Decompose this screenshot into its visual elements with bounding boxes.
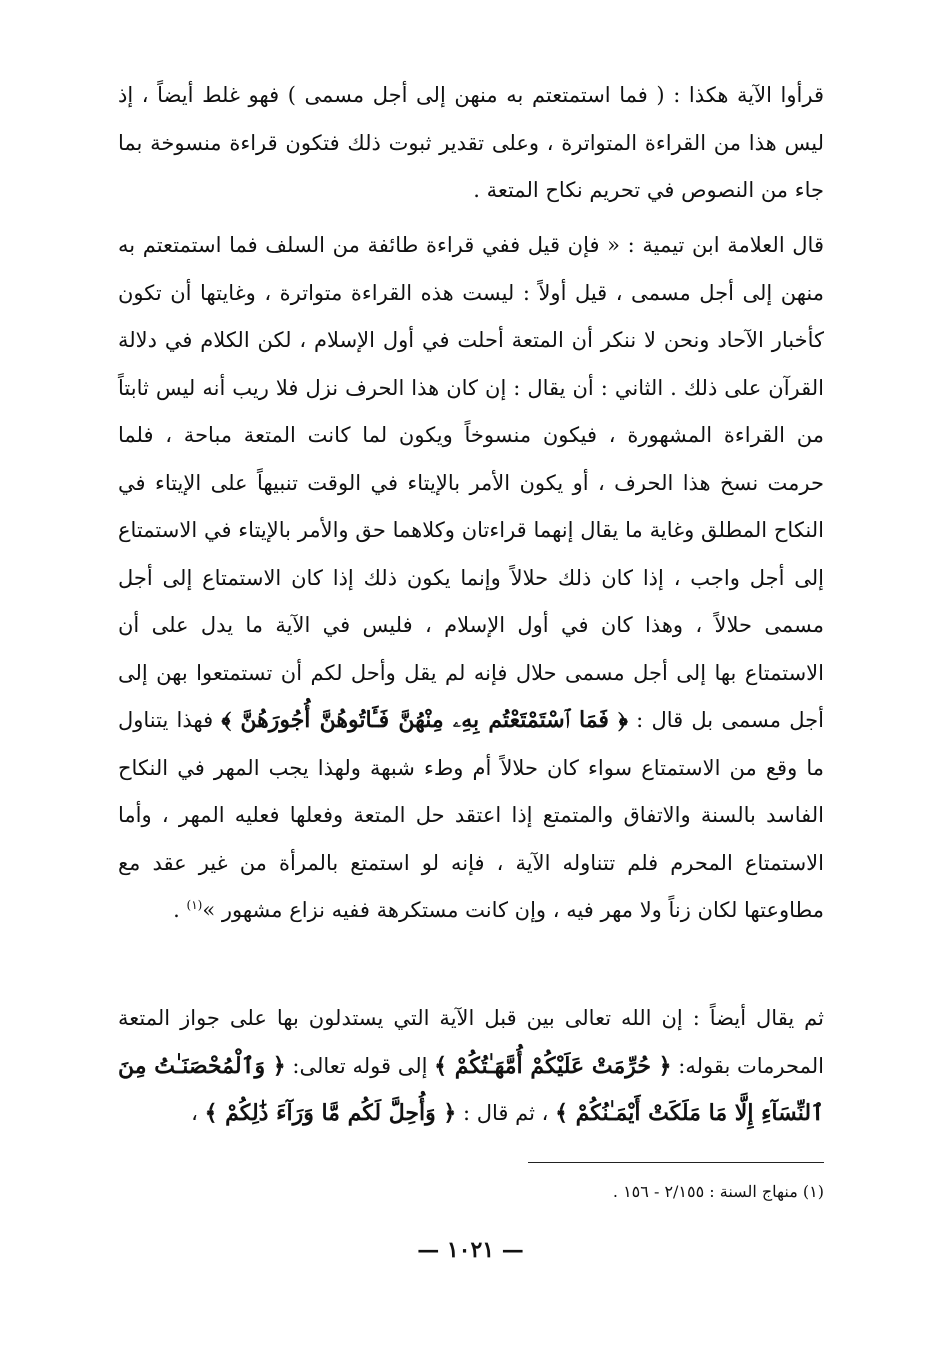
paragraph-2-text-b: فهذا يتناول ما وقع من الاستمتاع سواء كان حلالاً أم وطء شبهة ولهذا يجب المهر في النكاح الفاسد بالسنة والاتفاق والمتمتع إذا اعتقد حل المتعة وفعلها فعليه المهر ، وأما الاستمتاع المحرم فلم تتناوله الآية ، فإنه لو استمتع بالمرأة من غير عقد مع مطاوعتها لكان زناً ولا مهر فيه ، وإن كانت مستكرهة ففيه نزاع مشهور » [118, 708, 824, 922]
paragraph-1 [118, 72, 824, 215]
footnote-separator [528, 1162, 824, 1163]
paragraph-1-text: قرأوا الآية هكذا : ( فما استمتعتم به منهن إلى أجل مسمى ) فهو غلط أيضاً ، إذ ليس هذا من القراءة المتواترة ، وعلى تقدير ثبوت ذلك فتكون قراءة منسوخة بما جاء من النصوص في تحريم نكاح المتعة . [118, 83, 824, 202]
paragraph-3-text-a: ثم يقال أيضاً : إن الله تعالى بين قبل الآية التي يستدلون بها على جواز المتعة المحرمات بقوله: [118, 1006, 824, 1078]
quran-verse-al-muhsanat: ﴿ وَٱلْمُحْصَنَـٰتُ مِنَ ٱلنِّسَآءِ إِلَّا مَا مَلَكَتْ أَيْمَـٰنُكُمْ ﴾ [118, 1052, 824, 1126]
paragraph-3-text-c: ، ثم قال : [463, 1101, 549, 1125]
footnote-text: (١) منهاج السنة : ٢/١٥٥ - ١٥٦ . [612, 1182, 824, 1201]
footnote-marker: (١) [186, 898, 203, 912]
paragraph-3-text-d: ، [191, 1101, 198, 1125]
footnote [118, 1176, 824, 1208]
quran-verse-hurrimat: ﴿ حُرِّمَتْ عَلَيْكُمْ أُمَّهَـٰتُكُمْ ﴾ [434, 1052, 672, 1079]
paragraph-2-ibn-taymiyyah-quote [118, 222, 824, 935]
paragraph-3-text-b: إلى قوله تعالى: [292, 1053, 428, 1078]
paragraph-3 [118, 995, 824, 1138]
quran-verse-wa-uhilla: ﴿ وَأُحِلَّ لَكُم مَّا وَرَآءَ ذَٰلِكُمْ ﴾ [204, 1100, 457, 1126]
quran-verse-fama-istamtatum: ﴿ فَمَا ٱسْتَمْتَعْتُم بِهِۦ مِنْهُنَّ فَـَٔاتُوهُنَّ أُجُورَهُنَّ ﴾ [221, 707, 628, 733]
paragraph-2-text-a: قال العلامة ابن تيمية : « فإن قيل ففي قراءة طائفة من السلف فما استمتعتم به منهن إلى أجل مسمى ، قيل أولاً : ليست هذه القراءة متواترة ، وغايتها أن تكون كأخبار الآحاد ونحن لا ننكر أن المتعة أحلت في أول الإسلام ، لكن الكلام في دلالة القرآن على ذلك . الثاني : أن يقال : إن كان هذا الحرف نزل فلا ريب أنه ليس ثابتاً من القراءة المشهورة ، فيكون منسوخاً ويكون لما كانت المتعة مباحة ، فلما حرمت نسخ هذا الحرف ، أو يكون الأمر بالإيتاء في الوقت تنبيهاً على الإيتاء في النكاح المطلق وغاية ما يقال إنهما قراءتان وكلاهما حق والأمر بالإيتاء في الاستمتاع إلى أجل واجب ، إذا كان ذلك حلالاً وإنما يكون ذلك إذا كان الاستمتاع إلى أجل مسمى حلالاً ، وهذا كان في أول الإسلام ، فليس في الآية ما يدل على أن الاستمتاع بها إلى أجل مسمى حلال فإنه لم يقل وأحل لكم أن تستمتعوا بهن إلى أجل مسمى بل قال : [118, 233, 824, 732]
page-number: — ١٠٢١ — [417, 1237, 524, 1263]
paragraph-2-end: . [173, 898, 180, 922]
